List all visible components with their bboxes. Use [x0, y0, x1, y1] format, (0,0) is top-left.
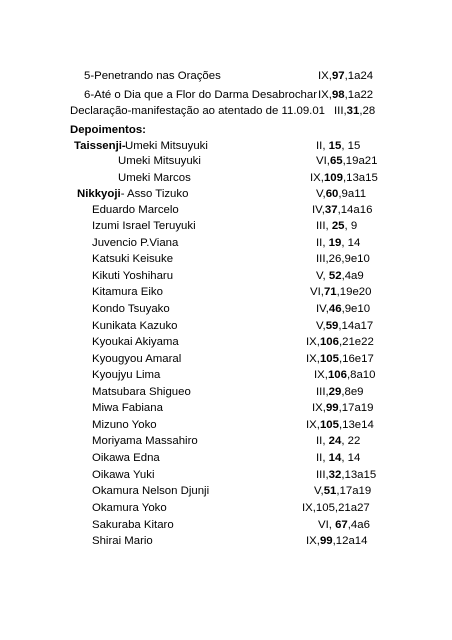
entry-reference: II, 15, 15: [316, 140, 361, 152]
person-name: Kyougyou Amaral: [92, 353, 182, 365]
person-name: Miwa Fabiana: [92, 402, 163, 414]
person-name: Kyoukai Akiyama: [92, 336, 179, 348]
testimony-entry: [0, 333, 452, 351]
entry-reference: IV,37,14a16: [312, 204, 373, 216]
person-name: Sakuraba Kitaro: [92, 519, 174, 531]
person-name: Oikawa Edna: [92, 452, 160, 464]
testimony-entry: [0, 449, 452, 467]
entry-title: Declaração-manifestação ao atentado de 11.09.01: [70, 105, 325, 117]
person-name: Kunikata Kazuko: [92, 320, 178, 332]
entry-reference: IX,105,16e17: [306, 353, 374, 365]
entry-reference: III,29,8e9: [316, 386, 364, 398]
testimony-entry: [0, 250, 452, 268]
entry-reference: IX,98,1a22: [318, 89, 374, 101]
entry-reference: II, 24, 22: [316, 435, 361, 447]
person-name: Eduardo Marcelo: [92, 204, 179, 216]
testimony-entry: [0, 300, 452, 318]
testimony-entry: [0, 283, 452, 301]
person-name: - Asso Tizuko: [120, 188, 189, 200]
person-name: Kikuti Yoshiharu: [92, 270, 174, 282]
person-name: Kitamura Eiko: [92, 286, 163, 298]
person-name: Izumi Israel Teruyuki: [92, 220, 196, 232]
entry-reference: VI,65,19a21: [316, 155, 378, 167]
person-name: Mizuno Yoko: [92, 419, 157, 431]
entry-title: 6-Até o Dia que a Flor do Darma Desabrochar: [84, 89, 317, 101]
entry-reference: IX,105,21a27: [302, 502, 370, 514]
entry-reference: VI, 67,4a6: [318, 519, 370, 531]
person-name: Oikawa Yuki: [92, 469, 155, 481]
entry-reference: IX,109,13a15: [310, 172, 378, 184]
person-name: Matsubara Shigueo: [92, 386, 191, 398]
temple-name: Taissenji-: [74, 140, 126, 152]
entry-reference: IX,99,12a14: [306, 535, 368, 547]
person-name: Katsuki Keisuke: [92, 253, 174, 265]
entry-reference: II, 19, 14: [316, 237, 361, 249]
section-heading: Depoimentos:: [70, 124, 146, 136]
testimony-entry: [0, 399, 452, 417]
person-name: Kyoujyu Lima: [92, 369, 161, 381]
testimony-entry: [0, 432, 452, 450]
entry-reference: V,51,17a19: [314, 485, 372, 497]
entry-reference: IX,106,21e22: [306, 336, 374, 348]
entry-reference: V,60,9a11: [316, 188, 367, 200]
entry-reference: III,31,28: [334, 105, 376, 117]
entry-reference: IX,106,8a10: [314, 369, 376, 381]
entry-reference: III,32,13a15: [316, 469, 377, 481]
entry-reference: II, 14, 14: [316, 452, 361, 464]
entry-reference: V,59,14a17: [316, 320, 374, 332]
entry-reference: III, 25, 9: [316, 220, 358, 232]
testimony-entry: [0, 532, 452, 550]
person-name: Kondo Tsuyako: [92, 303, 170, 315]
temple-name: Nikkyoji: [77, 188, 121, 200]
entry-title: 5-Penetrando nas Orações: [84, 70, 221, 82]
toc-entry: [0, 102, 452, 120]
entry-reference: IX,105,13e14: [306, 419, 374, 431]
person-name: Juvencio P.Viana: [92, 237, 179, 249]
person-name: Okamura Nelson Djunji: [92, 485, 210, 497]
testimony-entry: [0, 152, 452, 170]
testimony-entry: [0, 499, 452, 517]
person-name: Shirai Mario: [92, 535, 153, 547]
entry-reference: V, 52,4a9: [316, 270, 364, 282]
person-name: Umeki Marcos: [118, 172, 191, 184]
entry-reference: III,26,9e10: [316, 253, 370, 265]
toc-entry: [0, 67, 452, 85]
person-name: Okamura Yoko: [92, 502, 167, 514]
entry-reference: IX,97,1a24: [318, 70, 374, 82]
person-name: Moriyama Massahiro: [92, 435, 198, 447]
testimony-entry: [0, 217, 452, 235]
entry-reference: IX,99,17a19: [312, 402, 374, 414]
entry-reference: IV,46,9e10: [316, 303, 371, 315]
person-name: Umeki Mitsuyuki: [125, 140, 208, 152]
person-name: Umeki Mitsuyuki: [118, 155, 201, 167]
entry-reference: VI,71,19e20: [310, 286, 372, 298]
testimony-entry: [0, 482, 452, 500]
testimony-entry: [0, 366, 452, 384]
